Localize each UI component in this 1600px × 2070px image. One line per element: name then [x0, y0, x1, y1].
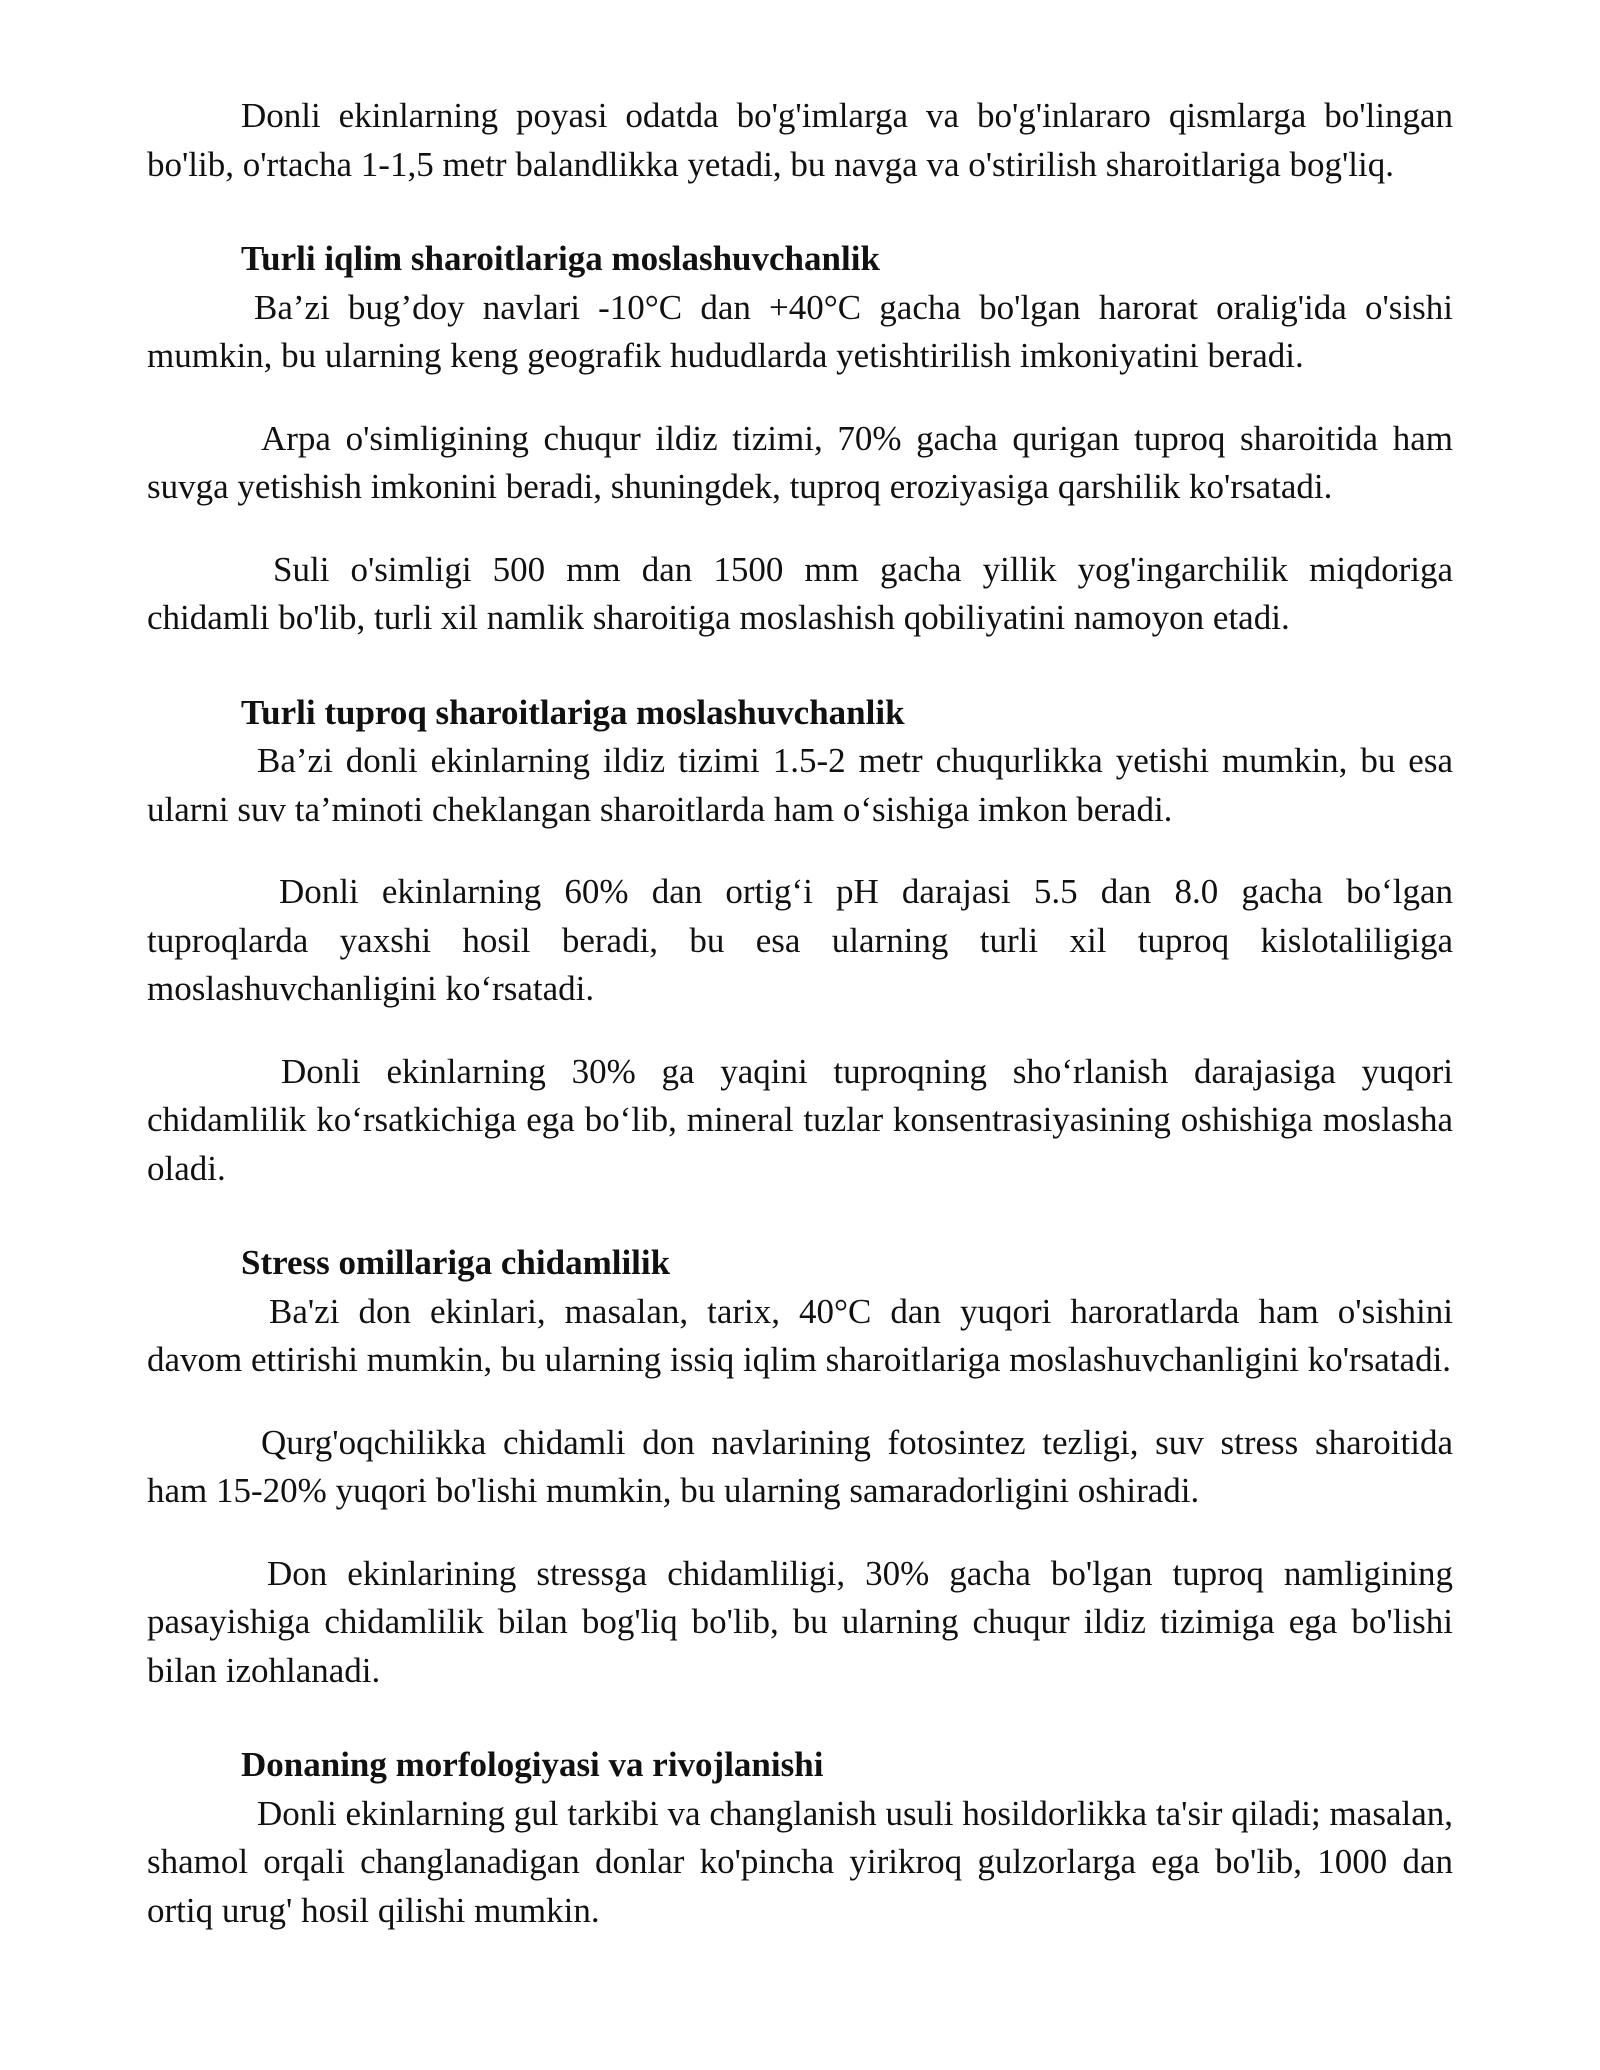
paragraph-morphology-1: Donli ekinlarning gul tarkibi va changlanish usuli hosildorlikka ta'sir qiladi; masalan, shamol orqali changlanadigan donlar ko'pincha yirikroq gulzorlarga ega bo'lib, 1000 dan ortiq urug' hosil qilishi mumkin. [147, 1793, 1453, 1930]
paragraph-soil-1: Ba’zi donli ekinlarning ildiz tizimi 1.5-2 metr chuqurlikka yetishi mumkin, bu esa ularni suv ta’minoti cheklangan sharoitlarda ham o‘sishiga imkon beradi. [147, 741, 1453, 829]
section-heading-morphology: Donaning morfologiyasi va rivojlanishi [241, 1745, 824, 1784]
paragraph-stress-2: Qurg'oqchilikka chidamli don navlarining fotosintez tezligi, suv stress sharoitida ham 15-20% yuqori bo'lishi mumkin, bu ularning samaradorligini oshiradi. [147, 1422, 1453, 1510]
section-heading-climate: Turli iqlim sharoitlariga moslashuvchanlik [241, 239, 880, 278]
document-page [147, 92, 1453, 1935]
intro-paragraph: Donli ekinlarning poyasi odatda bo'g'imlarga va bo'g'inlararo qismlarga bo'lingan bo'lib, o'rtacha 1-1,5 metr balandlikka yetadi, bu navga va o'stirilish sharoitlariga bog'liq. [147, 96, 1453, 184]
paragraph-stress-1: Ba'zi don ekinlari, masalan, tarix, 40°C dan yuqori haroratlarda ham o'sishini davom ettirishi mumkin, bu ularning issiq iqlim sharoitlariga moslashuvchanligini ko'rsatadi. [147, 1291, 1453, 1379]
paragraph-soil-2: Donli ekinlarning 60% dan ortig‘i pH darajasi 5.5 dan 8.0 gacha bo‘lgan tuproqlarda yaxshi hosil beradi, bu esa ularning turli xil tuproq kislotaliligiga moslashuvchanligini ko‘rsatadi. [147, 872, 1453, 1008]
paragraph-climate-1: Ba’zi bug’doy navlari -10°C dan +40°C gacha bo'lgan harorat oralig'ida o'sishi mumkin, bu ularning keng geografik hududlarda yetishtirilish imkoniyatini beradi. [147, 287, 1453, 375]
paragraph-stress-3: Don ekinlarining stressga chidamliligi, 30% gacha bo'lgan tuproq namligining pasayishiga chidamlilik bilan bog'liq bo'lib, bu ularning chuqur ildiz tizimiga ega bo'lishi bilan izohlanadi. [147, 1553, 1453, 1690]
paragraph-climate-3: Suli o'simligi 500 mm dan 1500 mm gacha yillik yog'ingarchilik miqdoriga chidamli bo'lib, turli xil namlik sharoitiga moslashish qobiliyatini namoyon etadi. [147, 549, 1453, 637]
paragraph-soil-3: Donli ekinlarning 30% ga yaqini tuproqning sho‘rlanish darajasiga yuqori chidamlilik ko‘rsatkichiga ega bo‘lib, mineral tuzlar konsentrasiyasining oshishiga moslasha oladi. [147, 1051, 1453, 1188]
section-heading-stress: Stress omillariga chidamlilik [241, 1243, 671, 1282]
paragraph-climate-2: Arpa o'simligining chuqur ildiz tizimi, 70% gacha qurigan tuproq sharoitida ham suvga yetishish imkonini beradi, shuningdek, tuproq eroziyasiga qarshilik ko'rsatadi. [147, 418, 1453, 506]
section-heading-soil: Turli tuproq sharoitlariga moslashuvchanlik [241, 692, 905, 732]
